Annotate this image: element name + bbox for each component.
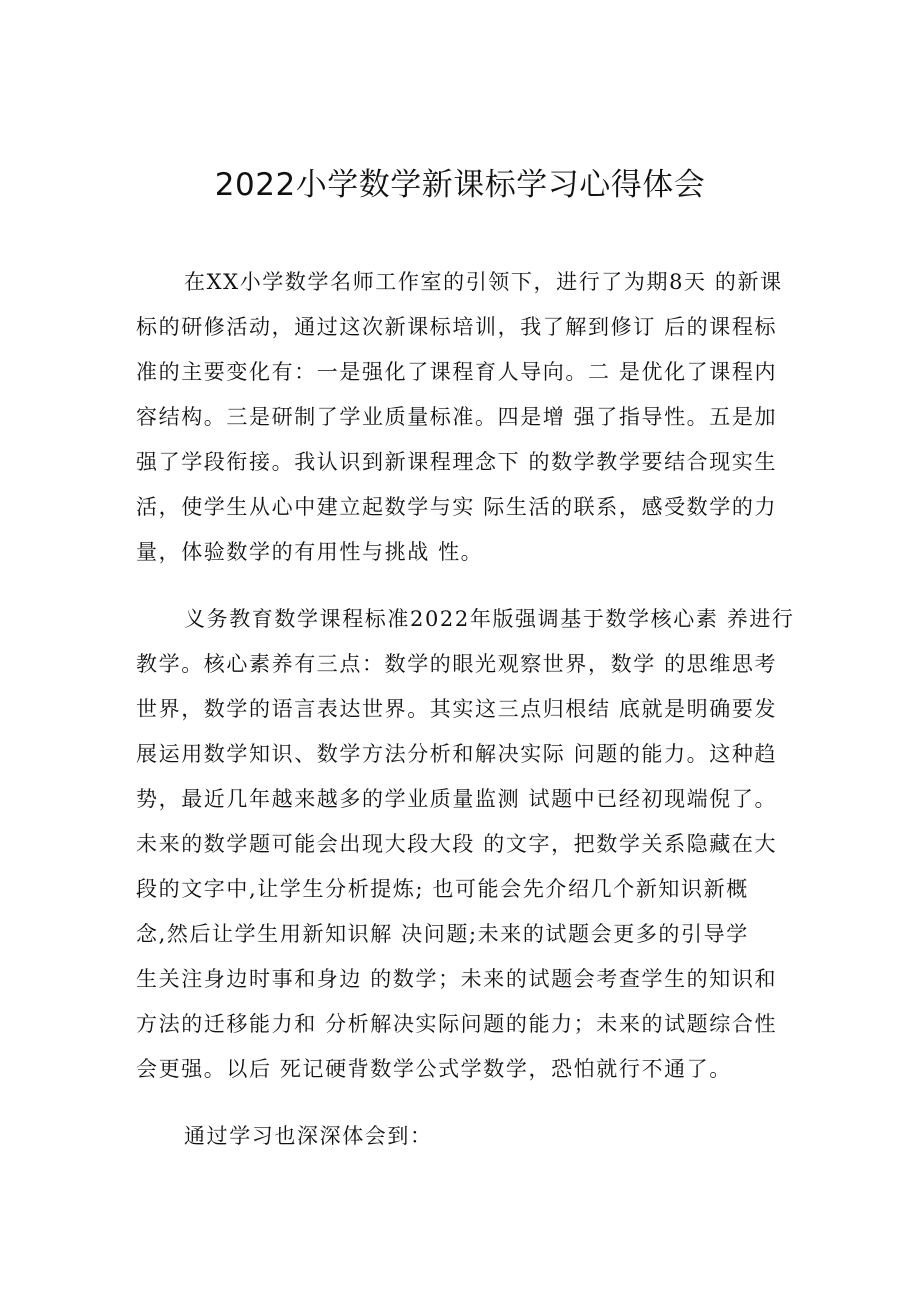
paragraph-2-line: 展运用数学知识、数学方法分析和解决实际 问题的能力。这种趋 bbox=[136, 742, 778, 766]
paragraph-1-line: 准的主要变化有：一是强化了课程育人导向。二 是优化了课程内 bbox=[136, 360, 778, 384]
paragraph-2-line: 教学。核心素养有三点：数学的眼光观察世界，数学 的思维思考 bbox=[136, 652, 778, 676]
paragraph-2-line: 段的文字中,让学生分析提炼; 也可能会先介绍几个新知识新概 bbox=[136, 877, 749, 901]
paragraph-2-line: 念,然后让学生用新知识解 决问题;未来的试题会更多的引导学 bbox=[136, 922, 749, 946]
paragraph-2-line: 方法的迁移能力和 分析解决实际问题的能力；未来的试题综合性 bbox=[136, 1012, 778, 1036]
paragraph-3-line: 通过学习也深深体会到： bbox=[184, 1124, 433, 1148]
paragraph-2-line: 势，最近几年越来越多的学业质量监测 试题中已经初现端倪了。 bbox=[136, 787, 778, 811]
paragraph-1-line: 量，体验数学的有用性与挑战 性。 bbox=[136, 540, 484, 564]
paragraph-2-line: 世界，数学的语言表达世界。其实这三点归根结 底就是明确要发 bbox=[136, 697, 778, 721]
paragraph-1-line: 活，使学生从心中建立起数学与实 际生活的联系，感受数学的力 bbox=[136, 495, 778, 519]
paragraph-1-line: 强了学段衔接。我认识到新课程理念下 的数学教学要结合现实生 bbox=[136, 450, 778, 474]
paragraph-2-line: 会更强。以后 死记硬背数学公式学数学，恐怕就行不通了。 bbox=[136, 1057, 732, 1081]
paragraph-2-line: 未来的数学题可能会出现大段大段 的文字，把数学关系隐藏在大 bbox=[136, 832, 778, 856]
paragraph-1-line: 标的研修活动，通过这次新课标培训，我了解到修订 后的课程标 bbox=[136, 315, 778, 339]
page-title: 2022小学数学新课标学习心得体会 bbox=[214, 167, 706, 203]
paragraph-2-line: 义务教育数学课程标准2022年版强调基于数学核心素 养进行 bbox=[184, 607, 795, 631]
paragraph-2-line: 生关注身边时事和身边 的数学；未来的试题会考查学生的知识和 bbox=[136, 967, 778, 991]
paragraph-1-line: 容结构。三是研制了学业质量标准。四是增 强了指导性。五是加 bbox=[136, 405, 778, 429]
paragraph-1-line: 在XX小学数学名师工作室的引领下，进行了为期8天 的新课 bbox=[184, 270, 783, 294]
